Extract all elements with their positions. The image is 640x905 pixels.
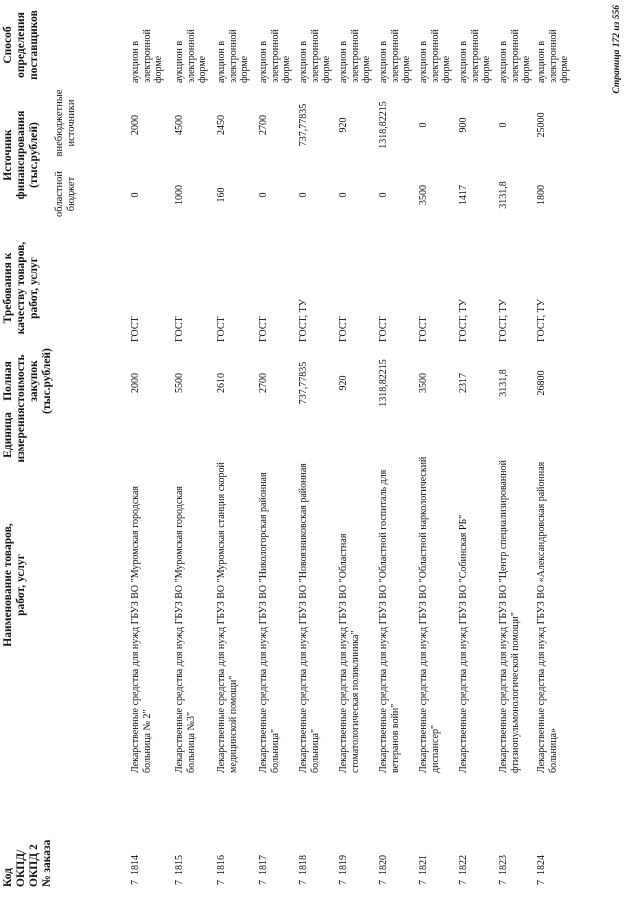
- row-code: 7 1820: [378, 855, 389, 885]
- row-external-sources: 25000: [536, 112, 547, 138]
- row-external-sources: 0: [498, 122, 509, 128]
- row-requirements: ГОСТ: [174, 316, 185, 342]
- row-external-sources: 0: [418, 122, 429, 128]
- row-method: аукцион в электронной форме: [216, 29, 250, 83]
- header-unit: Единица измерения: [2, 407, 27, 463]
- row-code: 7 1815: [174, 855, 185, 885]
- row-cost: 3500: [418, 373, 429, 393]
- row-method: аукцион в электронной форме: [536, 29, 570, 83]
- row-requirements: ГОСТ, ТУ: [498, 299, 509, 342]
- row-external-sources: 2450: [216, 115, 227, 135]
- row-regional-budget: 3500: [418, 185, 429, 205]
- row-requirements: ГОСТ: [418, 316, 429, 342]
- row-name: Лекарственные средства для нужд ГБУЗ ВО "Новоязниковская районная больница": [298, 463, 321, 773]
- row-regional-budget: 1417: [458, 185, 469, 205]
- row-cost: 920: [338, 375, 349, 391]
- row-requirements: ГОСТ, ТУ: [298, 299, 309, 342]
- row-method: аукцион в электронной форме: [378, 29, 412, 83]
- header-financing: Источник финансирования (тыс.рублей): [2, 110, 40, 200]
- row-name: Лекарственные средства для нужд ГБУЗ ВО "Центр специализированной фтизиопульмонологической помощи": [498, 460, 521, 773]
- row-regional-budget: 0: [298, 192, 309, 198]
- row-code: 7 1818: [298, 855, 309, 885]
- row-requirements: ГОСТ: [258, 316, 269, 342]
- row-name: Лекарственные средства для нужд ГБУЗ ВО "Областной госпиталь для ветеранов войн": [378, 469, 401, 773]
- row-method: аукцион в электронной форме: [298, 29, 332, 83]
- row-cost: 2000: [130, 373, 141, 393]
- row-regional-budget: 0: [378, 192, 389, 198]
- row-method: аукцион в электронной форме: [130, 29, 164, 83]
- row-external-sources: 1318,82215: [378, 101, 389, 149]
- row-regional-budget: 3131,8: [498, 181, 509, 209]
- row-external-sources: 4500: [174, 115, 185, 135]
- row-cost: 5500: [174, 373, 185, 393]
- header-financing-external: внебюджетные источники: [54, 89, 77, 157]
- header-requirements: Требования к качеству товаров, работ, услуг: [2, 241, 40, 335]
- row-method: аукцион в электронной форме: [458, 29, 492, 83]
- row-regional-budget: 0: [338, 192, 349, 198]
- row-code: 7 1823: [498, 855, 509, 885]
- row-regional-budget: 0: [258, 192, 269, 198]
- row-cost: 2317: [458, 373, 469, 393]
- row-cost: 737,77835: [298, 361, 309, 405]
- row-code: 7 1824: [536, 855, 547, 885]
- row-code: 7 1814: [130, 855, 141, 885]
- row-requirements: ГОСТ: [338, 316, 349, 342]
- row-external-sources: 2000: [130, 115, 141, 135]
- row-cost: 2610: [216, 373, 227, 393]
- row-name: Лекарственные средства для нужд ГБУЗ ВО "Областная стоматологическая поликлиника": [338, 533, 361, 773]
- row-code: 7 1822: [458, 855, 469, 885]
- row-external-sources: 920: [338, 117, 349, 133]
- row-name: Лекарственные средства для нужд ГБУЗ ВО "Областной наркологический диспансер": [418, 456, 441, 773]
- row-method: аукцион в электронной форме: [258, 29, 292, 83]
- page-number: Страница 172 из 556: [612, 5, 622, 94]
- row-method: аукцион в электронной форме: [418, 29, 452, 83]
- row-cost: 26800: [536, 370, 547, 396]
- row-external-sources: 2700: [258, 115, 269, 135]
- row-cost: 2700: [258, 373, 269, 393]
- row-name: Лекарственные средства для нужд ГБУЗ ВО "Муромская городская больница № 2": [130, 485, 153, 773]
- row-requirements: ГОСТ: [378, 316, 389, 342]
- row-requirements: ГОСТ, ТУ: [458, 299, 469, 342]
- row-cost: 3131,8: [498, 369, 509, 397]
- row-method: аукцион в электронной форме: [174, 29, 208, 83]
- header-cost: Полная стоимость закупок (тыс.рублей): [2, 348, 53, 414]
- row-regional-budget: 1800: [536, 185, 547, 205]
- row-regional-budget: 0: [130, 192, 141, 198]
- row-external-sources: 900: [458, 117, 469, 133]
- row-name: Лекарственные средства для нужд ГБУЗ ВО "Муромская станция скорой медицинской помощи": [216, 462, 239, 773]
- row-method: аукцион в электронной форме: [498, 29, 532, 83]
- row-external-sources: 737,77835: [298, 103, 309, 147]
- row-regional-budget: 1000: [174, 185, 185, 205]
- row-cost: 1318,82215: [378, 359, 389, 407]
- row-requirements: ГОСТ: [216, 316, 227, 342]
- row-name: Лекарственные средства для нужд ГБУЗ ВО "Муромская городская больница №3": [174, 485, 197, 773]
- row-requirements: ГОСТ, ТУ: [536, 299, 547, 342]
- row-code: 7 1817: [258, 855, 269, 885]
- row-method: аукцион в электронной форме: [338, 29, 372, 83]
- header-name: Наименование товаров, работ, услуг: [2, 523, 27, 647]
- row-name: Лекарственные средства для нужд ГБУЗ ВО "Никологорская районная больница": [258, 472, 281, 773]
- header-financing-regional: областной бюджет: [54, 171, 77, 217]
- row-code: 7 1819: [338, 855, 349, 885]
- row-name: Лекарственные средства для нужд ГБУЗ ВО "Собинская РБ": [458, 514, 469, 773]
- row-code: 7 1821: [418, 855, 429, 885]
- row-code: 7 1816: [216, 855, 227, 885]
- row-requirements: ГОСТ: [130, 316, 141, 342]
- row-name: Лекарственные средства для нужд ГБУЗ ВО «Александровская районная больница»: [536, 461, 559, 773]
- header-code: Код ОКПД/ ОКПД 2 № заказа: [2, 839, 53, 887]
- row-regional-budget: 160: [216, 187, 227, 203]
- header-method: Способ определения поставщиков: [2, 10, 40, 80]
